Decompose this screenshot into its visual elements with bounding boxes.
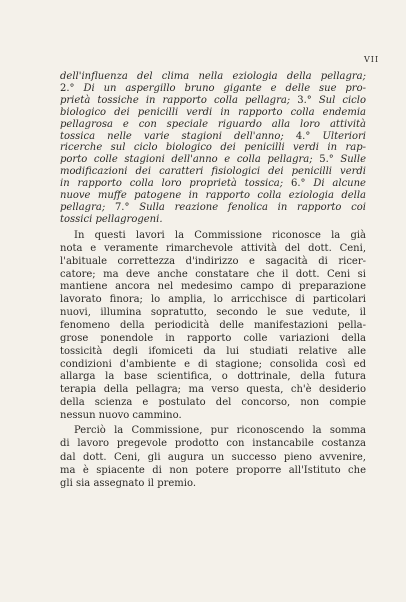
text-line: tossicità degli ifomiceti da lui studiati relative alle: [60, 346, 366, 357]
text-line: [60, 202, 366, 213]
text-line: della scienza e postulato del concorso, non compie: [60, 397, 366, 408]
text-line: [60, 107, 366, 118]
text-run: in rapporto colla loro proprietà tossica;: [60, 178, 284, 189]
text-line: nuovi, illumina sopratutto, secondo le sue vedute, il: [60, 307, 366, 318]
text-line: [60, 95, 366, 106]
text-run: prietà tossiche in rapporto colla pellagra;: [60, 95, 291, 106]
text-line: mantiene ancora nel medesimo campo di preparazione: [60, 281, 366, 292]
text-line: lavorato finora; lo amplia, lo arricchisce di particolari: [60, 294, 366, 305]
text-run: Ulteriori: [322, 131, 367, 142]
text-run: Sul ciclo: [318, 95, 366, 106]
text-run: 3.°: [290, 95, 319, 106]
text-line: [60, 214, 366, 225]
text-run: tossici pellagrogeni.: [60, 214, 163, 225]
text-run: ricerche sul ciclo biologico dei penicilli verdi in rap-: [60, 142, 366, 153]
text-run: Sulla reazione fenolica in rapporto coi: [139, 202, 366, 213]
text-line: [60, 166, 366, 177]
text-run: biologico dei penicilli verdi in rapporto colla endemia: [60, 107, 366, 118]
page-number: VII: [364, 55, 380, 64]
text-line: grose ponendole in rapporto colle variazioni della: [60, 333, 366, 344]
text-run: modificazioni dei caratteri fisiologici dei penicilli verdi: [60, 166, 366, 177]
text-line: l'abituale correttezza d'indirizzo e sagacità di ricer-: [60, 256, 366, 267]
text-line: dal dott. Ceni, gli augura un successo pieno avvenire,: [60, 452, 366, 463]
text-run: 7.°: [105, 202, 140, 213]
text-line: [60, 190, 366, 201]
text-line: gli sia assegnato il premio.: [60, 478, 196, 489]
text-line: [60, 131, 366, 142]
text-line: ma è spiacente di non potere proporre all'Istituto che: [60, 465, 366, 476]
text-line: nota e veramente rimarchevole attività del dott. Ceni,: [60, 243, 366, 254]
text-run: Sulle: [340, 154, 366, 165]
text-run: dell'influenza del clima nella eziologia della pellagra;: [60, 71, 366, 82]
text-run: 2.°: [60, 83, 84, 94]
text-line: [60, 142, 366, 153]
text-run: 5.°: [312, 154, 341, 165]
text-run: 4.°: [283, 131, 323, 142]
text-line: terapia della pellagra; ma verso questa, ch'è desiderio: [60, 384, 366, 395]
text-line: [60, 71, 366, 82]
text-line: Perciò la Commissione, pur riconoscendo la somma: [74, 425, 366, 436]
text-line: [60, 154, 366, 165]
text-line: [60, 119, 366, 130]
text-run: porto colle stagioni dell'anno e colla pellagra;: [60, 154, 313, 165]
text-run: 6.°: [283, 178, 314, 189]
text-line: allarga la base scientifica, o dottrinale, della futura: [60, 371, 366, 382]
text-run: Di un aspergillo bruno gigante e delle sue pro-: [83, 83, 366, 94]
text-line: [60, 83, 366, 94]
text-line: In questi lavori la Commissione riconosce la già: [74, 230, 366, 241]
text-run: nuove muffe patogene in rapporto colla eziologia della: [60, 190, 366, 201]
text-line: nessun nuovo cammino.: [60, 410, 182, 421]
text-line: catore; ma deve anche constatare che il dott. Ceni si: [60, 269, 366, 280]
text-run: pellagrosa e con speciale riguardo alla loro attività: [60, 119, 366, 130]
text-line: [60, 178, 366, 189]
text-run: pellagra;: [60, 202, 106, 213]
text-line: di lavoro pregevole prodotto con instancabile costanza: [60, 438, 366, 449]
text-line: condizioni d'ambiente e di stagione; consolida così ed: [60, 359, 366, 370]
text-run: tossica nelle varie stagioni dell'anno;: [60, 131, 284, 142]
text-run: Di alcune: [313, 178, 366, 189]
text-line: fenomeno della periodicità delle manifestazioni pella-: [60, 320, 366, 331]
